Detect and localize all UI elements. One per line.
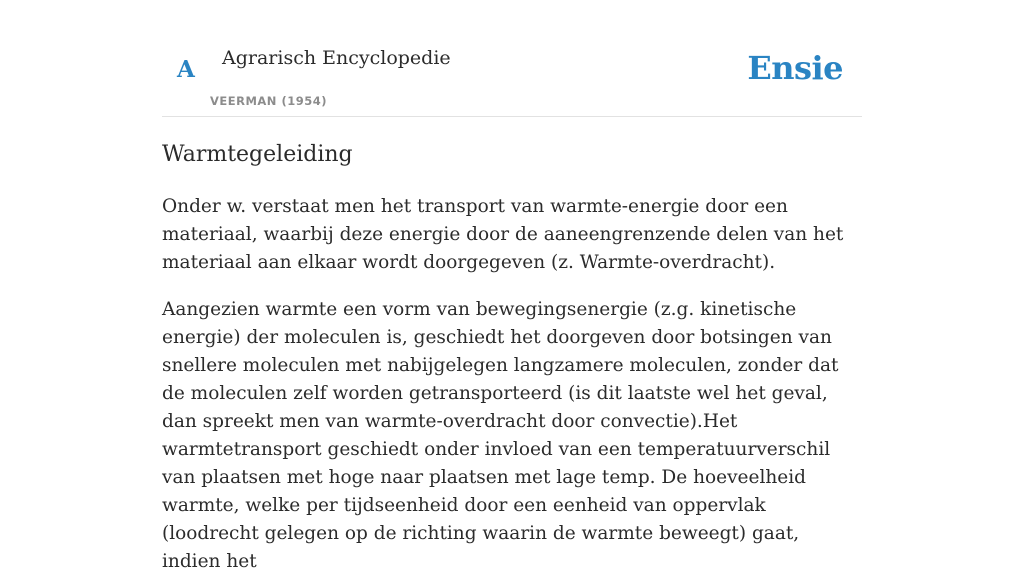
book-author: VEERMAN (1954) [210,94,327,108]
header [162,0,862,117]
entry-title: Warmtegeleiding [162,142,353,167]
ensie-logo[interactable]: Ensie [747,49,843,87]
paragraph-explanation: Aangezien warmte een vorm van bewegingsenergie (z.g. kinetische energie) der moleculen is, geschiedt het doorgeven door botsingen van snellere moleculen met nabijgelegen langzamere moleculen, zonder dat de moleculen zelf worden getransporteerd (is dit laatste wel het geval, dan spreekt men van warmte-overdracht door convectie).Het warmtetransport geschiedt onder invloed van een temperatuurverschil van plaatsen met hoge naar plaatsen met lage temp. De hoeveelheid warmte, welke per tijdseenheid door een eenheid van oppervlak (loodrecht gelegen op de richting waarin de warmte beweegt) gaat, indien het [162,299,839,572]
page [162,0,862,576]
book-title-link[interactable]: Agrarisch Encyclopedie [222,47,451,69]
letter-index-link[interactable]: A [177,56,195,83]
paragraph-definition: Onder w. verstaat men het transport van warmte-energie door een materiaal, waarbij deze energie door de aaneengrenzende delen van het materiaal aan elkaar wordt doorgegeven (z. Warmte-overdracht). [162,196,844,273]
